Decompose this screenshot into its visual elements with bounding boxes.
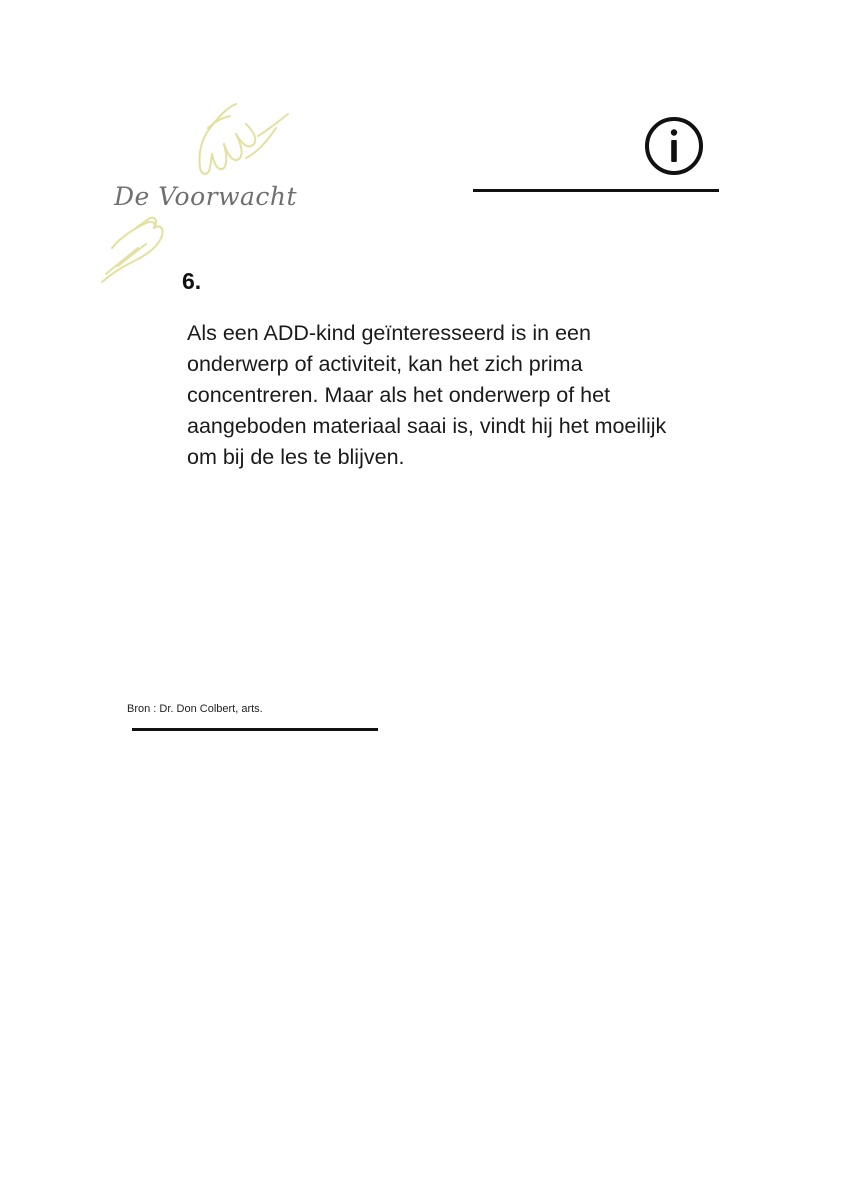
brand-logo	[98, 98, 298, 288]
footer-divider	[132, 728, 378, 731]
body-line: onderwerp of activiteit, kan het zich prima	[187, 352, 583, 376]
card-number: 6.	[182, 268, 202, 294]
body-line: om bij de les te blijven.	[187, 445, 405, 469]
body-line: Als een ADD-kind geïnteresseerd is in een	[187, 321, 591, 345]
source-citation: Bron : Dr. Don Colbert, arts.	[127, 703, 263, 715]
info-icon	[643, 115, 705, 177]
card-body-text	[187, 318, 707, 473]
body-line: aangeboden materiaal saai is, vindt hij het moeilijk	[187, 414, 667, 438]
logo-text: De Voorwacht	[114, 182, 298, 211]
body-line: concentreren. Maar als het onderwerp of het	[187, 383, 611, 407]
header-divider	[473, 189, 719, 192]
